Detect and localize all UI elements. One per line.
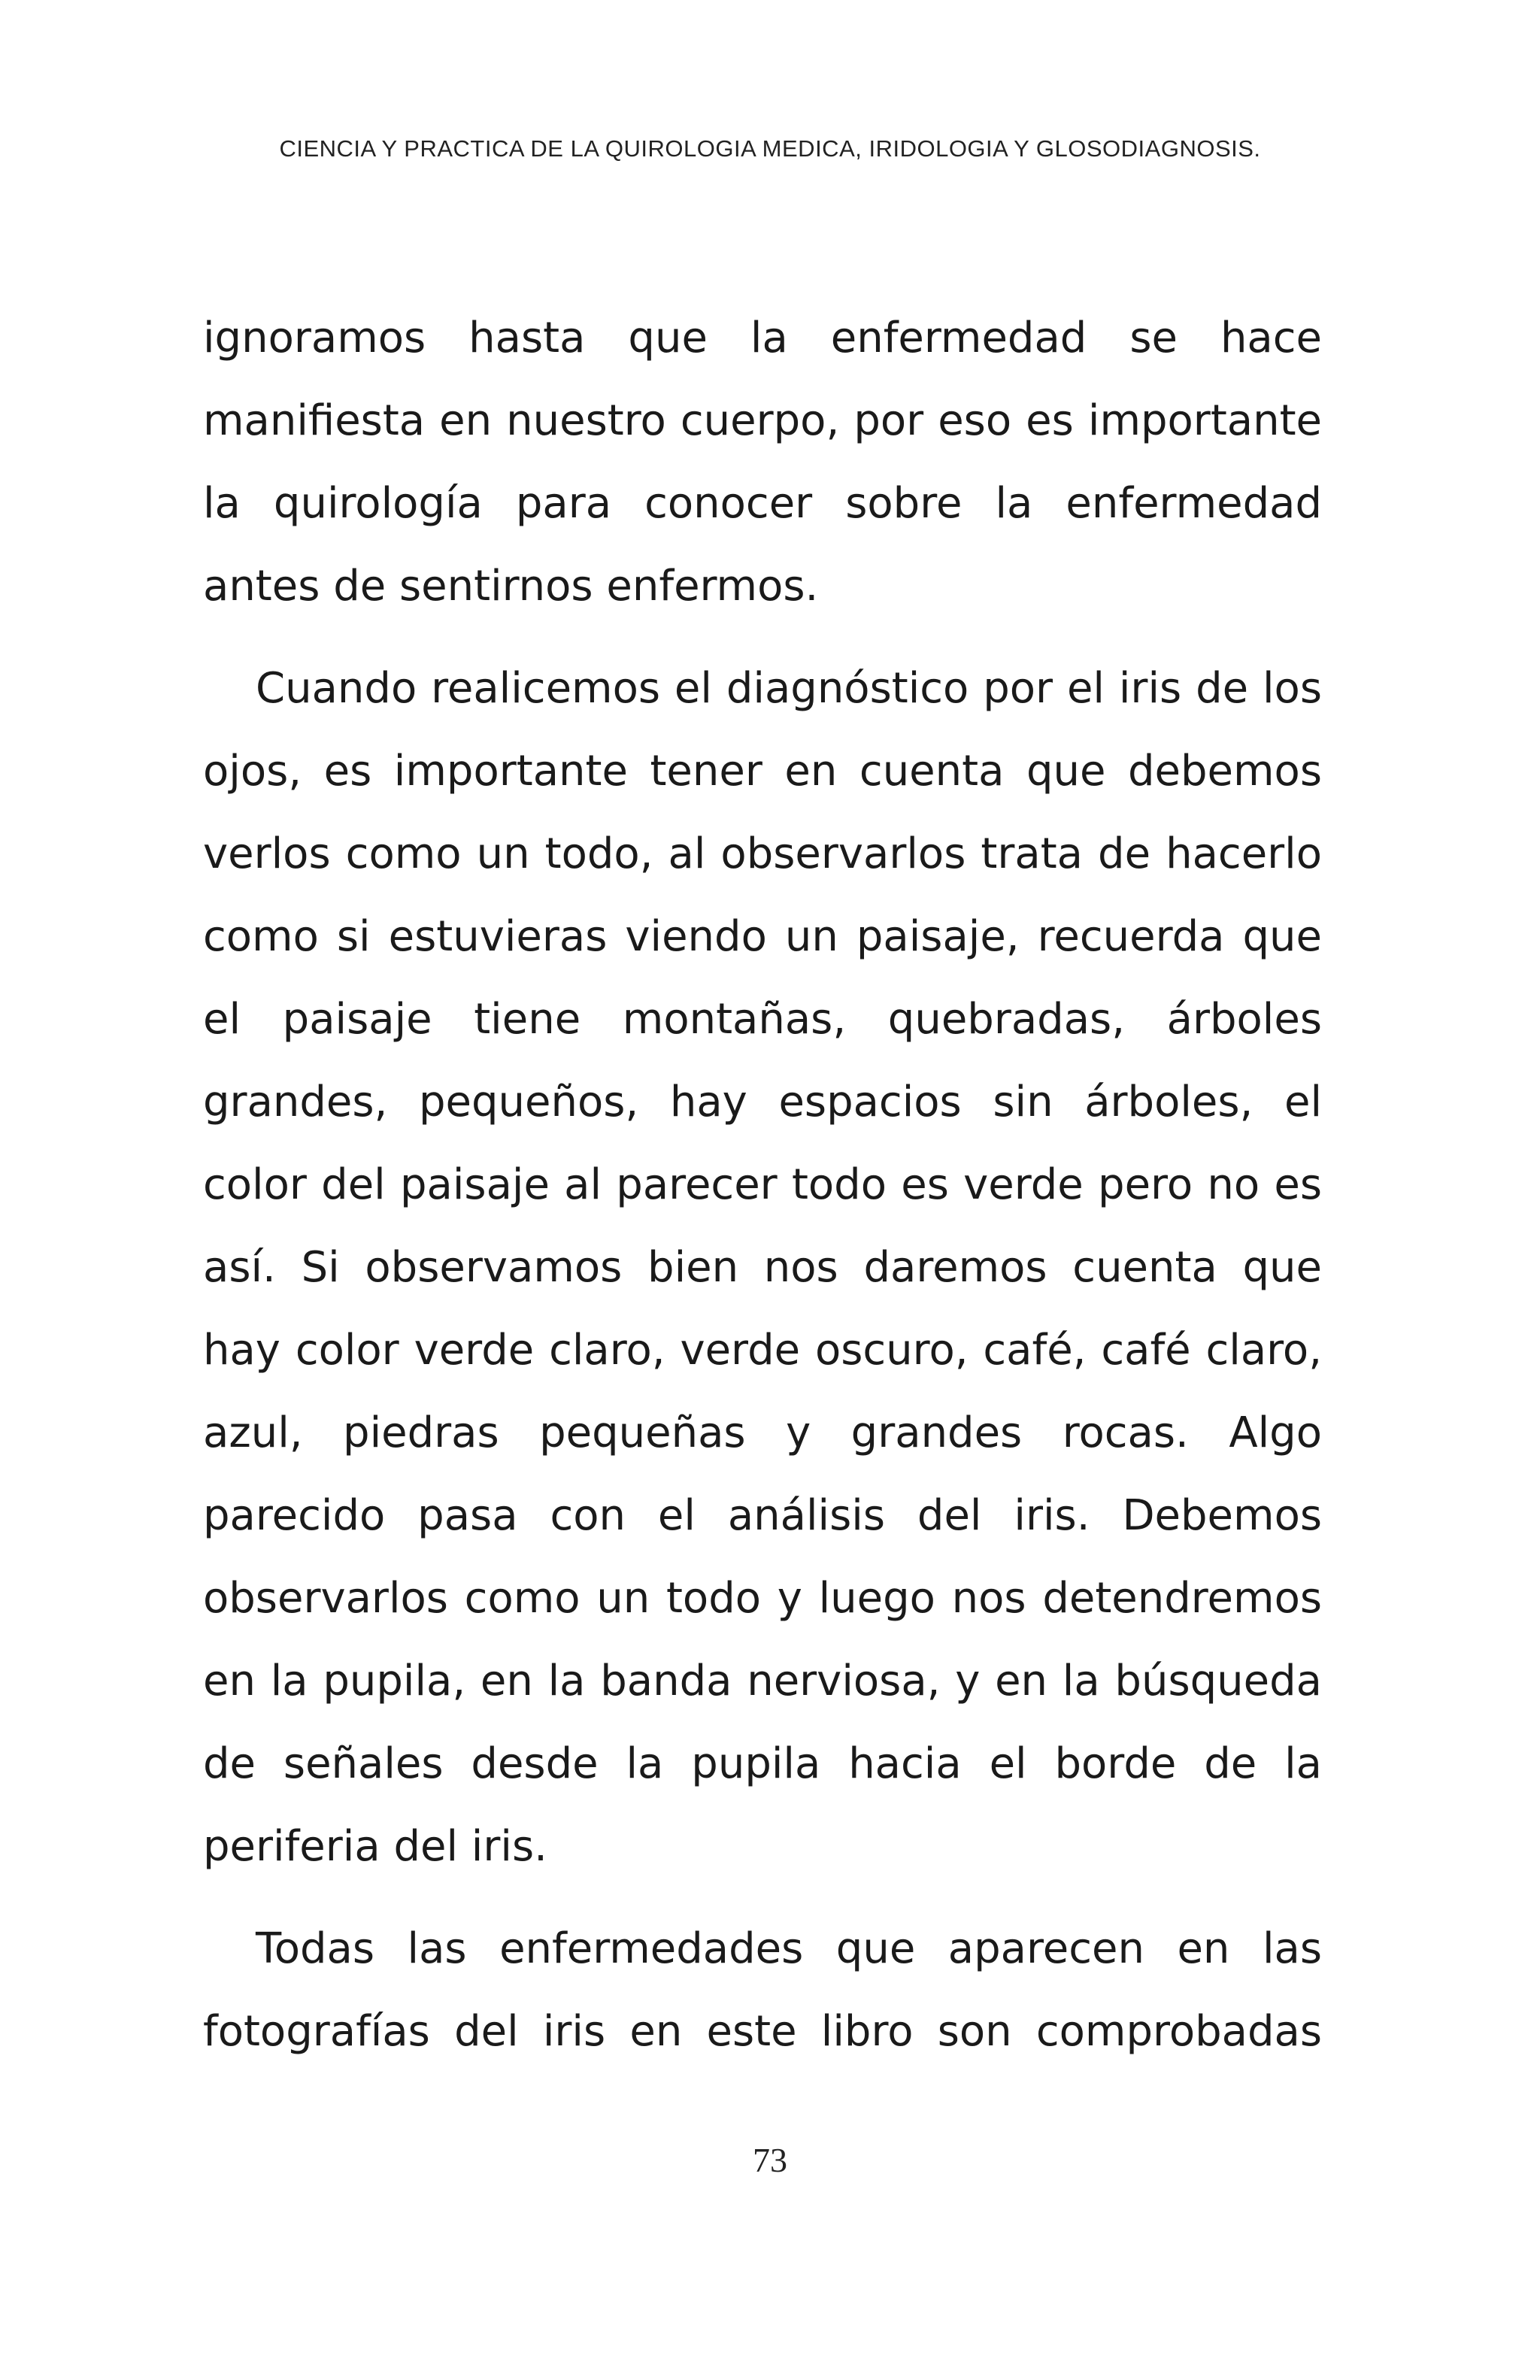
running-header: CIENCIA Y PRACTICA DE LA QUIROLOGIA MEDICA, IRIDOLOGIA Y GLOSODIAGNOSIS.	[279, 135, 1261, 162]
page-number: 73	[753, 2141, 787, 2179]
paragraph-iris-diagnosis: Cuando realicemos el diagnóstico por el iris de los ojos, es importante tener en cuenta que debemos verlos como un todo, al observarlos trata de hacerlo como si estuvieras viendo un paisaje, recuerda que el paisaje tiene montañas, quebradas, árboles grandes, pequeños, hay espacios sin árboles, el color del paisaje al parecer todo es verde pero no es así. Si observamos bien nos daremos cuenta que hay color verde claro, verde oscuro, café, café claro, azul, piedras pequeñas y grandes rocas. Algo parecido pasa con el análisis del iris. Debemos observarlos como un todo y luego nos detendremos en la pupila, en la banda nerviosa, y en la búsqueda de señales desde la pupila hacia el borde de la periferia del iris.	[203, 664, 1322, 1871]
paragraph-photographs: Todas las enfermedades que aparecen en las fotografías del iris en este libro son comprobadas	[203, 1924, 1322, 2056]
paragraph-continued: ignoramos hasta que la enfermedad se hace manifiesta en nuestro cuerpo, por eso es importante la quirología para conocer sobre la enfermedad antes de sentirnos enfermos.	[203, 314, 1322, 611]
body-text	[203, 297, 1322, 2073]
